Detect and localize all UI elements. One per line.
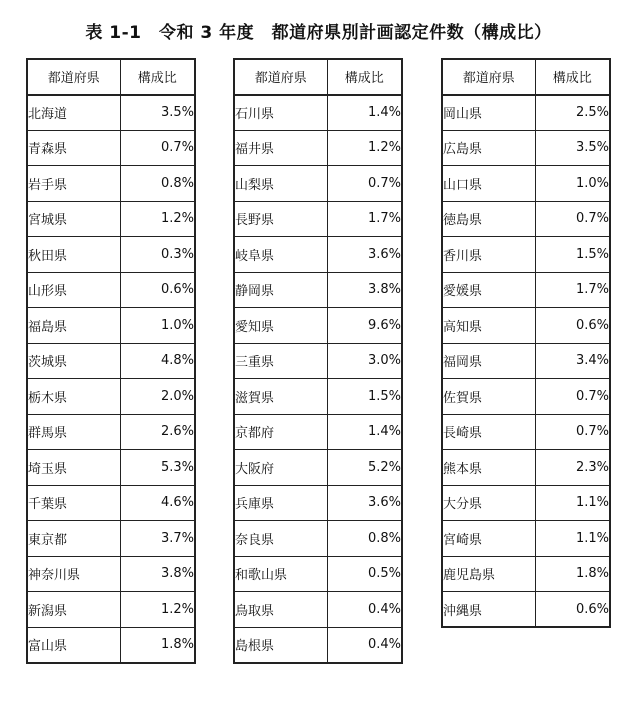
prefecture-table-3 (441, 58, 611, 628)
table-row (442, 379, 610, 415)
prefecture-name: 福井県 (234, 130, 327, 166)
ratio-value: 0.8% (327, 521, 402, 557)
table-row (234, 414, 402, 450)
table-row (442, 237, 610, 273)
table-row (442, 201, 610, 237)
ratio-value: 0.7% (120, 130, 195, 166)
table-row (234, 485, 402, 521)
ratio-value: 1.2% (327, 130, 402, 166)
prefecture-name: 奈良県 (234, 521, 327, 557)
table-row (234, 130, 402, 166)
prefecture-name: 愛媛県 (442, 272, 535, 308)
prefecture-name: 福島県 (27, 308, 120, 344)
ratio-value: 0.8% (120, 166, 195, 202)
prefecture-name: 滋賀県 (234, 379, 327, 415)
table-row (442, 308, 610, 344)
ratio-value: 1.2% (120, 201, 195, 237)
table-header-row (27, 59, 195, 95)
prefecture-name: 鳥取県 (234, 592, 327, 628)
table-row (442, 450, 610, 486)
table-header-row (442, 59, 610, 95)
header-ratio: 構成比 (535, 59, 610, 95)
prefecture-name: 宮崎県 (442, 521, 535, 557)
ratio-value: 0.7% (535, 379, 610, 415)
prefecture-name: 広島県 (442, 130, 535, 166)
table-row (234, 592, 402, 628)
table-row (27, 166, 195, 202)
prefecture-name: 静岡県 (234, 272, 327, 308)
prefecture-name: 徳島県 (442, 201, 535, 237)
prefecture-name: 北海道 (27, 95, 120, 131)
prefecture-name: 香川県 (442, 237, 535, 273)
ratio-value: 1.5% (535, 237, 610, 273)
ratio-value: 2.5% (535, 95, 610, 131)
table-row (27, 556, 195, 592)
header-prefecture: 都道府県 (234, 59, 327, 95)
table-row (27, 521, 195, 557)
prefecture-table-1 (26, 58, 196, 664)
ratio-value: 0.3% (120, 237, 195, 273)
table-row (234, 166, 402, 202)
ratio-value: 1.7% (535, 272, 610, 308)
prefecture-name: 和歌山県 (234, 556, 327, 592)
ratio-value: 1.8% (120, 627, 195, 663)
table-row (234, 627, 402, 663)
ratio-value: 1.5% (327, 379, 402, 415)
table-row (442, 343, 610, 379)
table-row (234, 201, 402, 237)
header-prefecture: 都道府県 (27, 59, 120, 95)
ratio-value: 9.6% (327, 308, 402, 344)
ratio-value: 0.6% (535, 308, 610, 344)
ratio-value: 0.4% (327, 627, 402, 663)
prefecture-name: 大分県 (442, 485, 535, 521)
ratio-value: 0.4% (327, 592, 402, 628)
ratio-value: 1.0% (120, 308, 195, 344)
ratio-value: 0.7% (327, 166, 402, 202)
prefecture-name: 千葉県 (27, 485, 120, 521)
header-ratio: 構成比 (120, 59, 195, 95)
table-row (27, 272, 195, 308)
table-row (442, 414, 610, 450)
table-row (234, 237, 402, 273)
ratio-value: 3.7% (120, 521, 195, 557)
ratio-value: 1.8% (535, 556, 610, 592)
table-row (442, 485, 610, 521)
prefecture-name: 岡山県 (442, 95, 535, 131)
table-row (27, 592, 195, 628)
prefecture-name: 宮城県 (27, 201, 120, 237)
table-row (234, 450, 402, 486)
prefecture-name: 長野県 (234, 201, 327, 237)
prefecture-name: 岩手県 (27, 166, 120, 202)
table-row (442, 521, 610, 557)
prefecture-name: 長崎県 (442, 414, 535, 450)
table-row (234, 379, 402, 415)
prefecture-table-2 (233, 58, 403, 664)
prefecture-name: 京都府 (234, 414, 327, 450)
prefecture-name: 福岡県 (442, 343, 535, 379)
ratio-value: 0.6% (120, 272, 195, 308)
ratio-value: 5.2% (327, 450, 402, 486)
prefecture-name: 沖縄県 (442, 592, 535, 628)
ratio-value: 1.2% (120, 592, 195, 628)
ratio-value: 0.7% (535, 201, 610, 237)
ratio-value: 1.7% (327, 201, 402, 237)
prefecture-name: 島根県 (234, 627, 327, 663)
ratio-value: 3.8% (327, 272, 402, 308)
prefecture-name: 山形県 (27, 272, 120, 308)
ratio-value: 3.8% (120, 556, 195, 592)
prefecture-name: 岐阜県 (234, 237, 327, 273)
table-row (442, 592, 610, 628)
header-ratio: 構成比 (327, 59, 402, 95)
ratio-value: 3.0% (327, 343, 402, 379)
table-row (27, 343, 195, 379)
prefecture-name: 富山県 (27, 627, 120, 663)
table-row (234, 95, 402, 131)
prefecture-name: 大阪府 (234, 450, 327, 486)
ratio-value: 4.8% (120, 343, 195, 379)
table-row (234, 272, 402, 308)
ratio-value: 0.6% (535, 592, 610, 628)
ratio-value: 2.3% (535, 450, 610, 486)
ratio-value: 1.4% (327, 95, 402, 131)
header-prefecture: 都道府県 (442, 59, 535, 95)
prefecture-name: 三重県 (234, 343, 327, 379)
table-row (27, 485, 195, 521)
prefecture-name: 東京都 (27, 521, 120, 557)
table-row (27, 308, 195, 344)
ratio-value: 3.6% (327, 485, 402, 521)
prefecture-name: 群馬県 (27, 414, 120, 450)
ratio-value: 1.4% (327, 414, 402, 450)
prefecture-name: 神奈川県 (27, 556, 120, 592)
prefecture-name: 兵庫県 (234, 485, 327, 521)
ratio-value: 3.4% (535, 343, 610, 379)
ratio-value: 3.5% (535, 130, 610, 166)
prefecture-name: 山梨県 (234, 166, 327, 202)
table-row (234, 521, 402, 557)
prefecture-name: 山口県 (442, 166, 535, 202)
table-row (27, 379, 195, 415)
ratio-value: 1.0% (535, 166, 610, 202)
table-row (442, 556, 610, 592)
prefecture-name: 秋田県 (27, 237, 120, 273)
table-row (27, 414, 195, 450)
ratio-value: 3.5% (120, 95, 195, 131)
prefecture-name: 青森県 (27, 130, 120, 166)
table-row (442, 130, 610, 166)
ratio-value: 1.1% (535, 485, 610, 521)
prefecture-name: 鹿児島県 (442, 556, 535, 592)
table-row (234, 308, 402, 344)
prefecture-name: 熊本県 (442, 450, 535, 486)
table-header-row (234, 59, 402, 95)
table-row (27, 201, 195, 237)
prefecture-name: 佐賀県 (442, 379, 535, 415)
table-row (442, 166, 610, 202)
ratio-value: 3.6% (327, 237, 402, 273)
prefecture-name: 高知県 (442, 308, 535, 344)
prefecture-name: 石川県 (234, 95, 327, 131)
ratio-value: 4.6% (120, 485, 195, 521)
table-row (234, 343, 402, 379)
table-row (27, 450, 195, 486)
prefecture-name: 埼玉県 (27, 450, 120, 486)
ratio-value: 0.7% (535, 414, 610, 450)
ratio-value: 2.6% (120, 414, 195, 450)
table-row (234, 556, 402, 592)
ratio-value: 2.0% (120, 379, 195, 415)
table-row (27, 627, 195, 663)
prefecture-name: 愛知県 (234, 308, 327, 344)
prefecture-name: 栃木県 (27, 379, 120, 415)
ratio-value: 1.1% (535, 521, 610, 557)
table-row (442, 95, 610, 131)
table-row (442, 272, 610, 308)
page-title: 表 1-1 令和 3 年度 都道府県別計画認定件数（構成比） (85, 23, 552, 43)
prefecture-name: 茨城県 (27, 343, 120, 379)
table-row (27, 95, 195, 131)
ratio-value: 0.5% (327, 556, 402, 592)
table-row (27, 130, 195, 166)
ratio-value: 5.3% (120, 450, 195, 486)
prefecture-name: 新潟県 (27, 592, 120, 628)
table-row (27, 237, 195, 273)
